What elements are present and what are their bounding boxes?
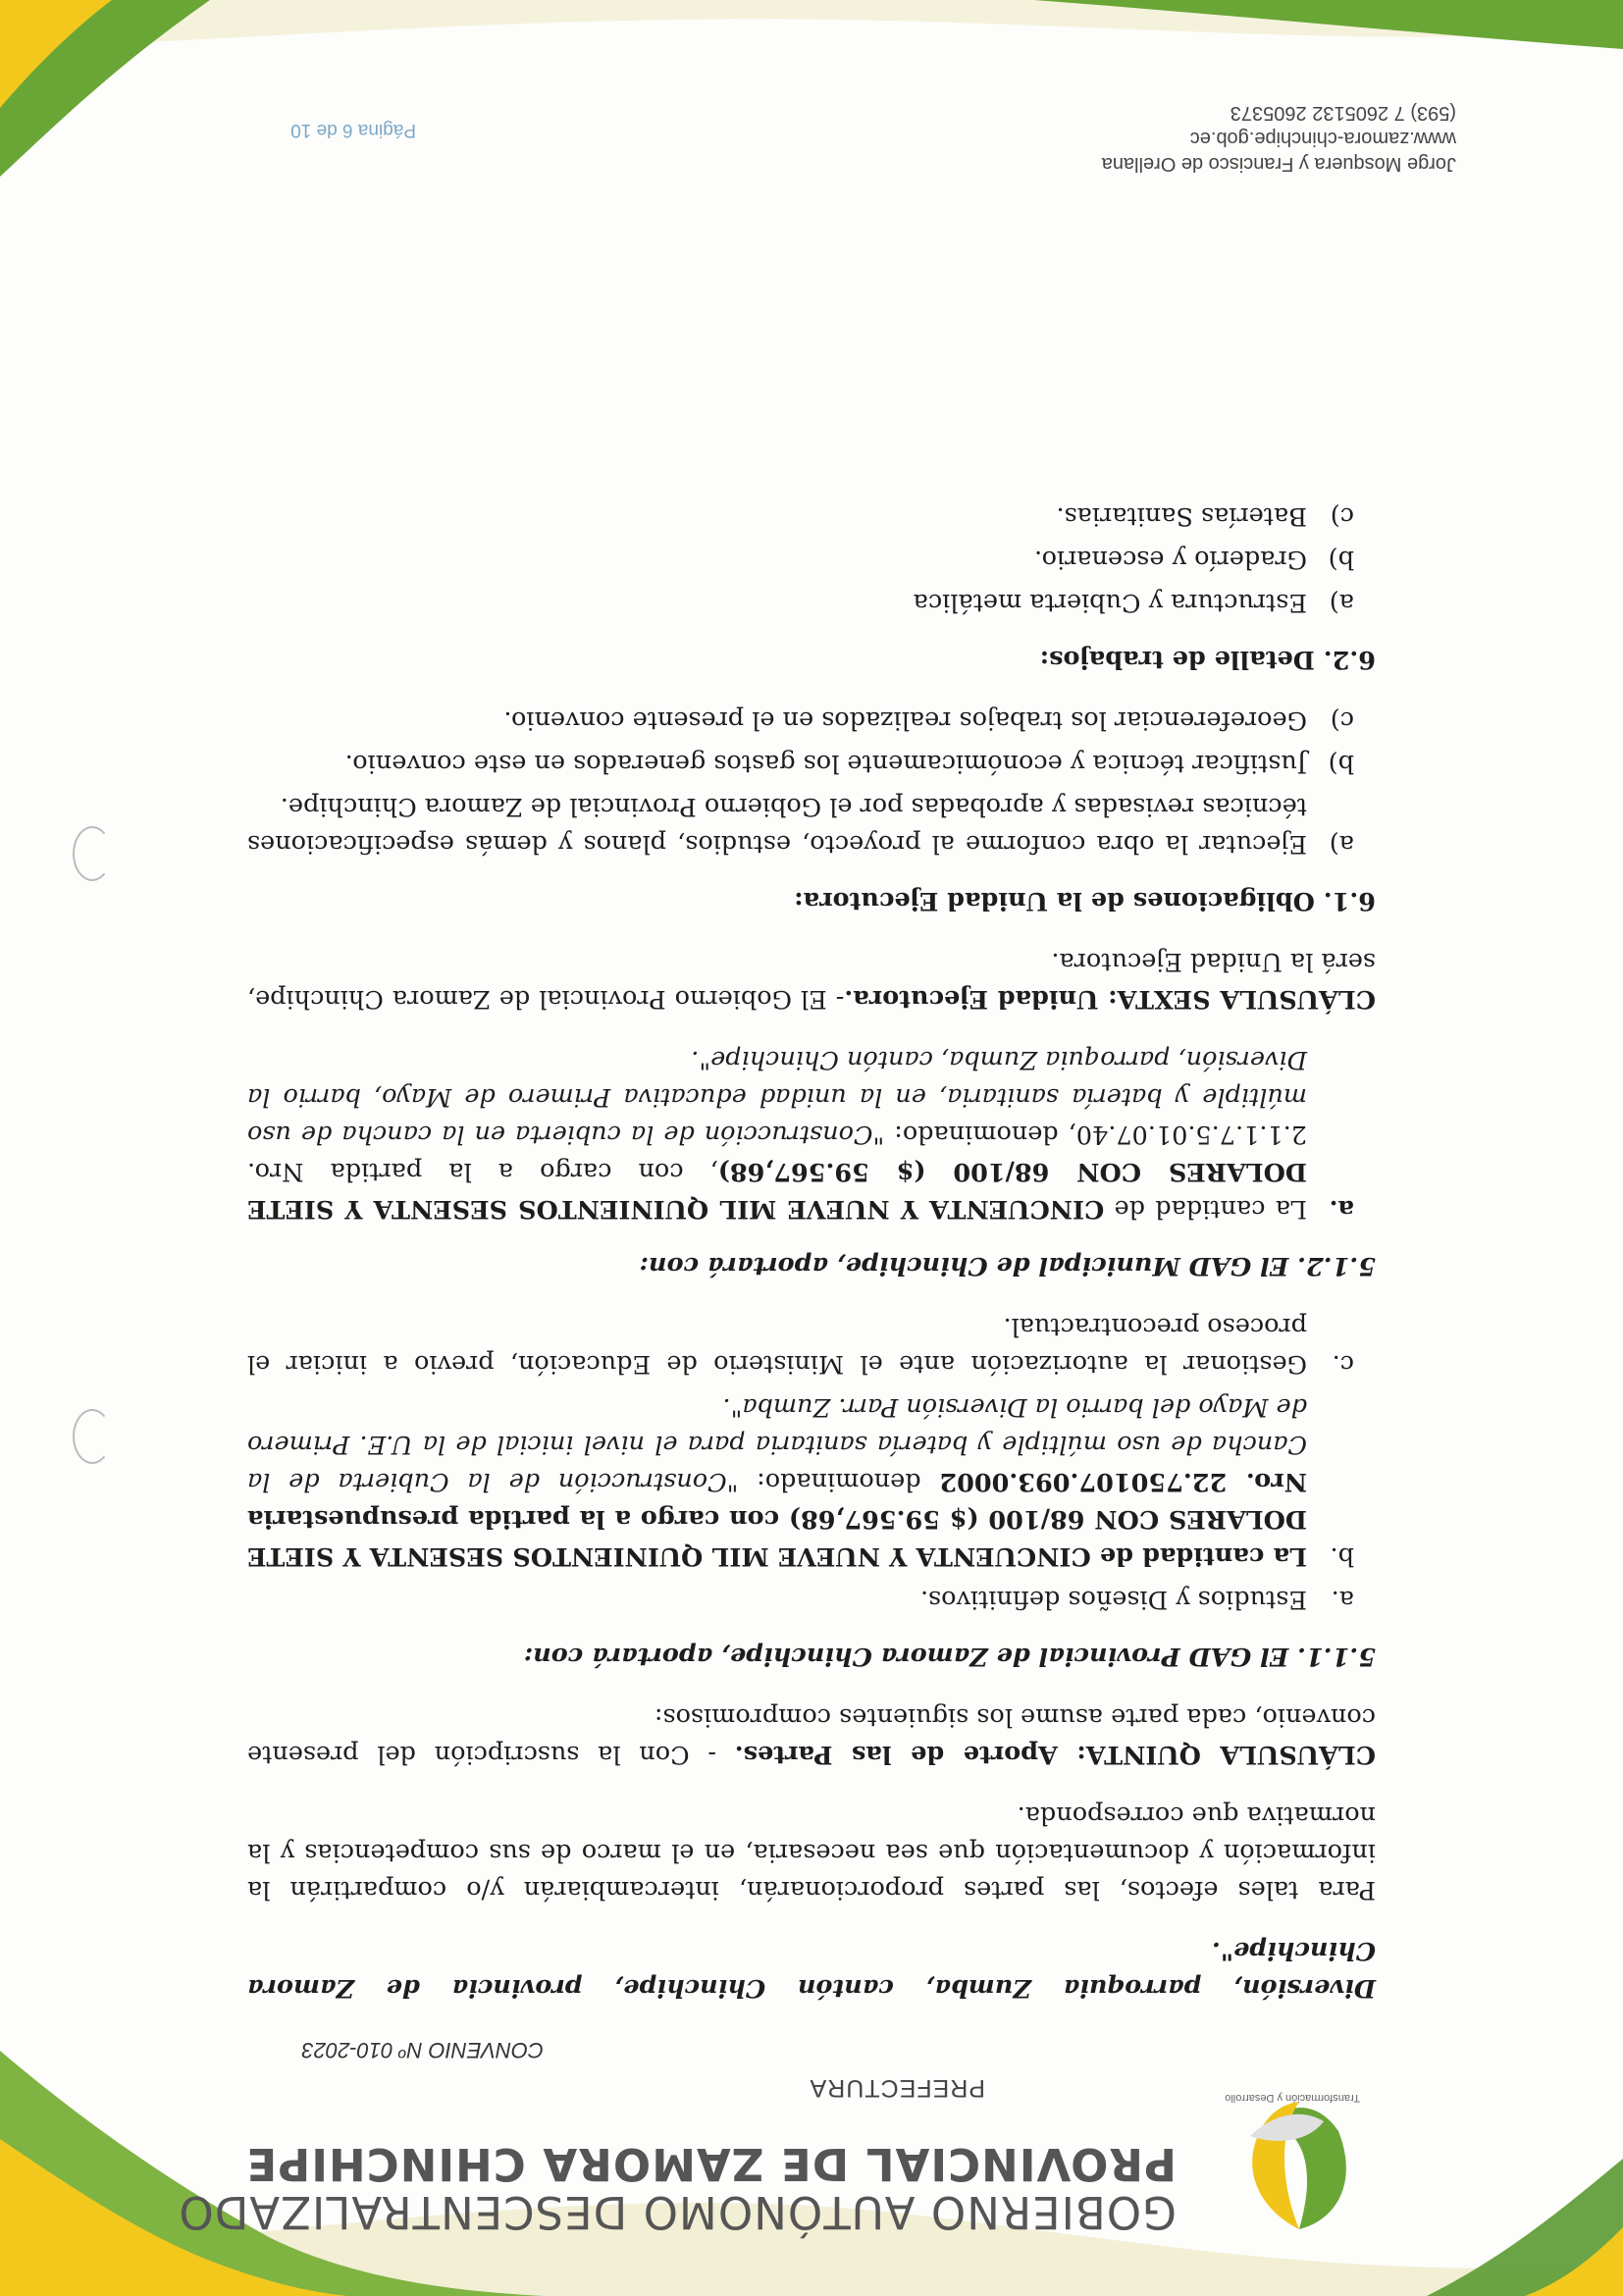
list-item [247, 1388, 1376, 1575]
item-text: Ejecutar la obra conforme al proyecto, estudios, planos y demás especificaciones técnicas revisadas y aprobadas por el Gobierno Provincial de Zamora Chinchipe. [247, 792, 1307, 859]
institution-title [178, 2138, 1177, 2238]
clausula-sexta-text: - El Gobierno Provincial de Zamora Chinchipe, será la Unidad Ejecutora. [247, 947, 1376, 1014]
department-label: PREFECTURA [809, 2074, 985, 2102]
item-text: Estudios y Diseños definitivos. [919, 1585, 1307, 1614]
item-label: b. [1330, 1541, 1354, 1571]
clausula-quinta-text: - Con la suscripción del presente convenio, cada parte asume los siguientes compromisos: [247, 1702, 1376, 1769]
convenio-number: CONVENIO Nº 010-2023 [301, 2038, 544, 2062]
item-label: c. [1332, 1349, 1354, 1379]
list-item [247, 702, 1376, 739]
prefectura-logo [1221, 2092, 1378, 2239]
clausula-sexta [247, 943, 1376, 1018]
item-text [247, 1388, 1307, 1575]
item-text [247, 1041, 1307, 1227]
punch-hole-mark [73, 826, 112, 881]
item-project-name: "Construcción de la Cubierta de la Cancha de uso múltiple y batería sanitaria para el nivel inicial de la U.E. Primero de Mayo del barrio la Diversión Parr. Zumba". [247, 1392, 1307, 1496]
clausula-quinta-title: CLÁUSULA QUINTA: Aporte de las Partes. [734, 1740, 1376, 1769]
item-label: a) [1329, 588, 1354, 617]
item-text: Estructura y Cubierta metálica [913, 588, 1307, 617]
section-5-1-1-title: 5.1.1. El GAD Provincial de Zamora Chinchipe, aportará con: [523, 1642, 1376, 1671]
item-plain-pre: La cantidad de [1104, 1194, 1307, 1224]
section-6-1-title: 6.1. Obligaciones de la Unidad Ejecutora: [794, 886, 1376, 915]
document-body [247, 492, 1376, 2007]
clausula-sexta-title: CLÁUSULA SEXTA: Unidad Ejecutora. [844, 984, 1376, 1014]
item-plain: , con cargo a la partida Nro. 2.1.1.7.5.01.07.40, denominado: [247, 1120, 1307, 1186]
item-text: Graderío y escenario. [1033, 545, 1307, 574]
list-item [247, 788, 1376, 862]
item-text: Gestionar la autorización ante el Ministerio de Educación, previo a iniciar el proceso precontractual. [247, 1312, 1307, 1379]
item-label: c) [1330, 705, 1354, 735]
item-label: b) [1328, 545, 1354, 574]
title-line-1: GOBIERNO AUTÓNOMO DESCENTRALIZADO [178, 2186, 1177, 2238]
item-label: a. [1331, 1585, 1354, 1614]
item-plain: denominado: [738, 1467, 940, 1496]
item-label: a. [1329, 1194, 1354, 1224]
list-item [247, 541, 1376, 578]
clausula-quinta [247, 1698, 1376, 1773]
intro-paragraph: Diversión, parroquia Zumba, cantón Chinchipe, provincia de Zamora Chinchipe". [247, 1936, 1376, 2003]
list-item [247, 1581, 1376, 1618]
item-amount: CINCUENTA Y NUEVE MIL QUINIENTOS SESENTA Y SIETE DOLARES CON 68/100 ($ 59.567,68) [247, 1157, 1307, 1224]
para-efectos: Para tales efectos, las partes proporcionarán, intercambiarán y/o compartirán la información y documentación que sea necesaria, en el marco de sus competencias y la normativa que corresponda. [247, 1800, 1376, 1905]
footer-address: Jorge Mosquera y Francisco de Orellana [1101, 153, 1456, 175]
section-5-1-2-title: 5.1.2. El GAD Municipal de Chinchipe, aportará con: [639, 1251, 1376, 1280]
footer-website: www.zamora-chinchipe.gob.ec [1189, 128, 1456, 149]
item-label: a) [1329, 829, 1354, 859]
logo-tagline: Transformación y Desarrollo [1225, 2092, 1360, 2104]
item-text: Justificar técnica y económicamente los gastos generados en este convenio. [344, 749, 1307, 778]
title-line-2: PROVINCIAL DE ZAMORA CHINCHIPE [245, 2138, 1177, 2191]
item-text: Baterías Sanitarias. [1056, 501, 1307, 531]
page-number: Página 6 de 10 [290, 120, 416, 140]
footer-phones: (593) 7 2605132 2605373 [1230, 102, 1456, 124]
list-item [247, 1308, 1376, 1383]
item-text: Georeferenciar los trabajos realizados en el presente convenio. [503, 705, 1307, 735]
list-item [247, 1041, 1376, 1227]
item-label: b) [1328, 749, 1354, 778]
item-label: c) [1330, 501, 1354, 531]
item-amount: La cantidad de CINCUENTA Y NUEVE MIL QUINIENTOS SESENTA Y SIETE DOLARES CON 68/100 ($ 59.567,68) con cargo a la partida presupuestaria Nro. 22.750107.093.0002 [247, 1467, 1307, 1571]
punch-hole-mark [73, 1409, 112, 1464]
footer-contact [1102, 100, 1456, 177]
item-project-name: "Construcción de la cubierta en la cancha de uso múltiple y batería sanitaria, en la unidad educativa Primero de Mayo, barrio la Diversión, parroquia Zumba, cantón Chinchipe". [247, 1045, 1307, 1149]
list-item [247, 497, 1376, 535]
section-6-2-title: 6.2. Detalle de trabajos: [1039, 645, 1376, 674]
list-item [247, 745, 1376, 782]
list-item [247, 584, 1376, 621]
